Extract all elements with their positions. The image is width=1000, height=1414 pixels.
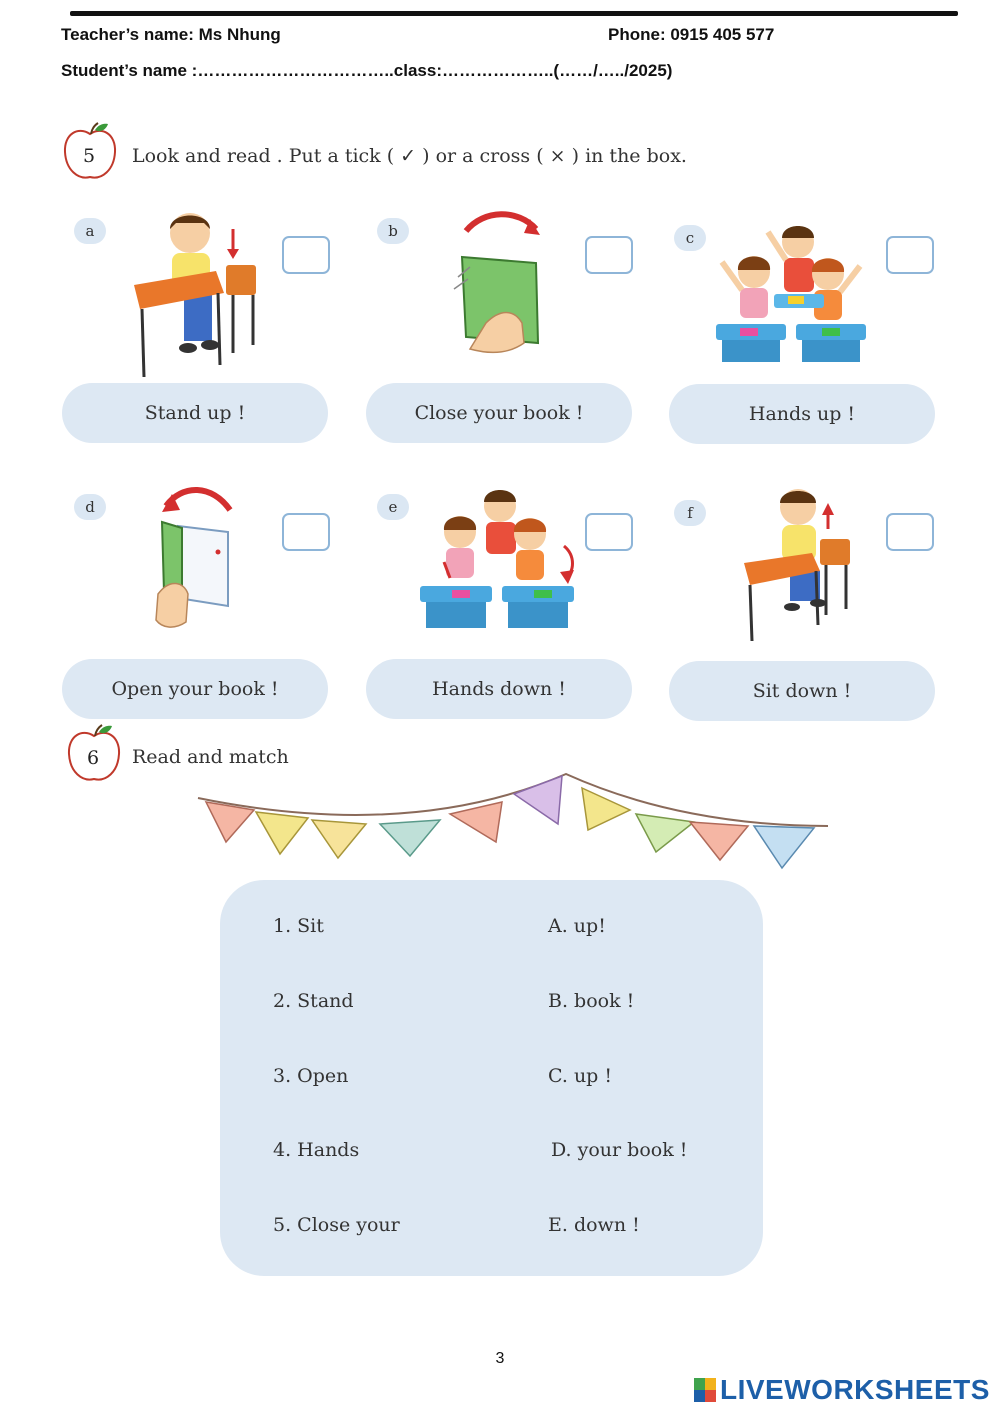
exercise-5-instruction: Look and read . Put a tick ( ✓ ) or a cross ( × ) in the box. <box>132 145 687 167</box>
teacher-phone: Phone: 0915 405 577 <box>608 25 775 44</box>
match-left-5[interactable]: 5. Close your <box>273 1214 400 1236</box>
item-letter-c: c <box>674 225 706 251</box>
bunting-decoration <box>196 770 830 876</box>
item-letter-e: e <box>377 494 409 520</box>
item-letter-b: b <box>377 218 409 244</box>
tick-box-e[interactable] <box>585 513 633 551</box>
hand-opening-book-picture <box>152 482 242 630</box>
liveworksheets-logo <box>694 1374 990 1406</box>
hand-closing-book-picture <box>440 205 555 355</box>
match-right-d[interactable]: D. your book ! <box>551 1139 688 1161</box>
item-letter-a: a <box>74 218 106 244</box>
top-rule <box>70 11 958 16</box>
match-left-4[interactable]: 4. Hands <box>273 1139 360 1161</box>
exercise-6-number: 6 <box>86 747 100 769</box>
match-left-3[interactable]: 3. Open <box>273 1065 349 1087</box>
page-number: 3 <box>495 1350 505 1367</box>
boy-sitting-at-desk-picture <box>740 485 860 645</box>
tick-box-f[interactable] <box>886 513 934 551</box>
children-hands-up-picture <box>710 220 870 368</box>
match-right-a[interactable]: A. up! <box>548 915 606 937</box>
item-letter-f: f <box>674 500 706 526</box>
tick-box-c[interactable] <box>886 236 934 274</box>
children-hands-down-picture <box>414 486 582 632</box>
caption-a: Stand up ! <box>62 383 328 443</box>
student-name-line[interactable]: Student’s name :……………………………..class:………………..(……/…../2025) <box>61 61 673 80</box>
caption-e: Hands down ! <box>366 659 632 719</box>
caption-c: Hands up ! <box>669 384 935 444</box>
caption-d: Open your book ! <box>62 659 328 719</box>
tick-box-d[interactable] <box>282 513 330 551</box>
apple-number-icon <box>66 724 122 784</box>
exercise-5-number: 5 <box>82 145 96 167</box>
teacher-name: Teacher’s name: Ms Nhung <box>61 25 281 44</box>
caption-f: Sit down ! <box>669 661 935 721</box>
caption-b: Close your book ! <box>366 383 632 443</box>
brand-name: LIVEWORKSHEETS <box>720 1374 990 1405</box>
tick-box-a[interactable] <box>282 236 330 274</box>
match-right-e[interactable]: E. down ! <box>548 1214 640 1236</box>
item-letter-d: d <box>74 494 106 520</box>
exercise-6-instruction: Read and match <box>132 746 289 768</box>
apple-number-icon <box>62 122 118 182</box>
liveworksheets-mark-icon <box>694 1378 716 1402</box>
tick-box-b[interactable] <box>585 236 633 274</box>
match-right-c[interactable]: C. up ! <box>548 1065 613 1087</box>
match-right-b[interactable]: B. book ! <box>548 990 635 1012</box>
boy-standing-at-desk-picture <box>128 205 263 383</box>
match-left-2[interactable]: 2. Stand <box>273 990 354 1012</box>
match-left-1[interactable]: 1. Sit <box>273 915 324 937</box>
